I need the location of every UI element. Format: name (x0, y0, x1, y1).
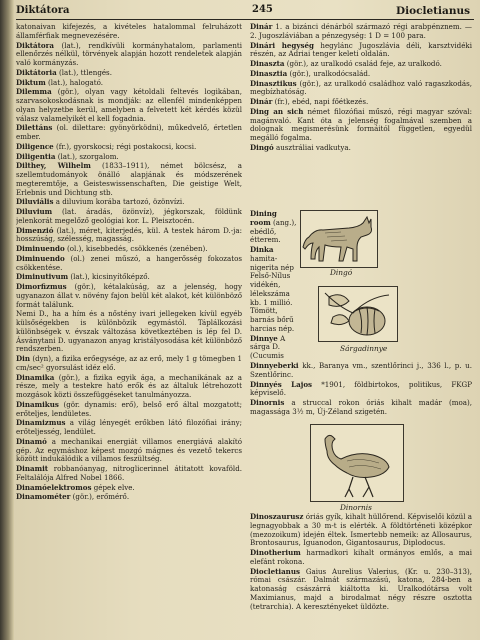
entry-headword: Dinoszaurusz (250, 513, 304, 521)
melon-caption: Sárgadinnye (340, 344, 388, 353)
entry-headword: Dinasztia (250, 68, 288, 78)
entry-definition: német filozófiai műszó, régi magyar szóval: magánvaló. Kant óta a jelenség fogalmával szemben a dolognak megismerésünk formáitól független, egyedül megálló fogalma. (250, 106, 472, 142)
entry-headword: Dingó (250, 142, 274, 152)
entry-headword: Dinornis (250, 398, 285, 407)
entry-headword: Dinaszta (250, 59, 285, 68)
dictionary-entry (16, 208, 242, 226)
book-gutter (0, 0, 14, 640)
header-rule (16, 19, 474, 20)
entry-headword: Dimorfizmus (16, 282, 67, 291)
dictionary-entry (16, 88, 242, 123)
page-header (16, 3, 474, 19)
entry-definition: (gör.), az uralkodó családhoz való ragaszkodás, megbízhatóság. (250, 78, 472, 97)
entry-headword: Dinnye (250, 333, 278, 343)
entry-headword: Diligence (16, 141, 54, 151)
dictionary-entry (250, 23, 472, 41)
entry-definition: a struccal rokon óriás kihalt madár (moa), magassága 3½ m, Új-Zéland szigetén. (250, 398, 472, 416)
dingo-caption: Dingó (330, 268, 353, 277)
dictionary-entry (16, 310, 242, 354)
entry-definition: *1901, földbirtokos, politikus, FKGP képviselő. (250, 379, 472, 398)
entry-definition: a diluvium korába tartozó, özönvízi. (55, 197, 185, 207)
text-beside-figures (250, 210, 298, 360)
dictionary-entry (16, 198, 242, 207)
entry-headword: Diktum (16, 77, 46, 87)
entry-definition: Gaius Aurelius Valerius, (Kr. u. 230–313), római császár. Dalmát származású, katona, 284-ben a katonaság császárrá kiáltotta ki. Uralkodótársa volt Maximianus, majd a birodalmat négy részre osztotta (tetrarchia). A keresztényeket üldözte. (250, 566, 472, 611)
entry-headword: Diluviális (16, 197, 54, 207)
entry-headword: Dinamit (16, 464, 49, 473)
entry-definition: a mechanikai energiát villamos energiává alakító gép. Az egymáshoz képest mozgó mágnes és vezető tekercs között indukálódik a villamos feszültség. (16, 436, 242, 464)
entry-headword: Diktátora (16, 40, 54, 50)
entry-definition: (ol.), kisebbedés, csökkenés (zenében). (67, 244, 208, 253)
entry-definition: (lat.), szorgalom. (57, 151, 119, 161)
left-column (16, 23, 242, 636)
entry-headword: Dinotherium (250, 548, 301, 557)
entry-definition: (lat. áradás, özönvíz), jégkorszak, földünk jelenkorát megelőző geológiai kor. L. Pleisztocén. (16, 207, 242, 225)
right-column-bottom (250, 513, 472, 636)
entry-definition: (lat.), kicsinyítőképző. (70, 272, 150, 282)
dictionary-entry (16, 419, 242, 437)
page-number: 245 (252, 4, 273, 15)
entry-headword: Dinári hegység (250, 40, 314, 50)
dictionary-entry (250, 98, 472, 107)
entry-definition: kk., Baranya vm., szentlőrinci j., 336 l., p. u. Szentlőrinc. (250, 362, 472, 379)
dingo-figure (300, 210, 378, 268)
entry-headword: Dimenzió (16, 225, 54, 235)
header-right-word: Diocletianus (396, 5, 470, 17)
entry-headword: Diminuendo (16, 244, 65, 253)
dictionary-entry (16, 374, 242, 400)
entry-headword: Dinamizmus (16, 418, 66, 428)
dictionary-entry (250, 381, 472, 399)
entry-headword: Dilettáns (16, 123, 53, 133)
entry-definition: (gör.), kétalakúság, az a jelenség, hogy ugyanazon állat v. növény fajon belül két alakot, két különböző formát találunk. (16, 282, 242, 309)
entry-definition: ausztráliai vadkutya. (275, 142, 351, 152)
entry-definition: hamita-nigerita nép Felső-Nílus vidékén, lélekszáma kb. 1 millió. Tömött, barnás bőrű harcias nép. (250, 253, 295, 333)
dictionary-entry (250, 144, 472, 153)
entry-headword: Dinamométer (16, 492, 71, 502)
entry-definition: (gör.), uralkodócsalád. (289, 68, 371, 78)
dictionary-entry (16, 79, 242, 88)
dictionary-entry (250, 568, 472, 612)
entry-definition: (lat.), méret, kiterjedés, kül. A testek három D.-ja: hosszúság, szélesség, magasság. (16, 225, 242, 244)
entry-definition: robbanóanyag, nitroglicerinnel átitatott kovaföld. Feltalálója Alfred Nobel 1866. (16, 464, 242, 482)
dictionary-entry (16, 273, 242, 282)
entry-headword: Dilemma (16, 87, 52, 97)
dictionary-entry (250, 246, 298, 334)
dictionary-entry (250, 108, 472, 143)
entry-definition: (gör.), olyan vagy kétoldali feltevés logikában, szarvasokoskodásnak is mondják: az ellenfél mindenképpen olyan helyzetbe kerül, amelyben a felvetett két kérdés közül válasz valamelyikét el kell fogadnia. (16, 87, 242, 123)
entry-headword: Dinár (250, 23, 273, 31)
entry-definition: (lat.), halogató. (47, 77, 103, 87)
entry-headword: Dinasztikus (250, 78, 297, 88)
melon-figure (318, 286, 398, 342)
dictionary-entry (16, 255, 242, 273)
entry-headword: Diktátoria (16, 67, 57, 77)
dictionary-entry (250, 335, 298, 361)
entry-definition: 1. a bizánci dénárból származó régi arabpénznem. — 2. Jugoszláviában a pénzegység: 1 D = 100 para. (250, 23, 472, 40)
entry-definition: (gör.), a fizika egyik ága, a mechanikának az a része, mely a testekre ható erők és az általuk létrehozott mozgások közti összefüggéseket tanulmányozza. (16, 372, 242, 399)
entry-definition: (ol.) zenei műszó, a hangerősség fokozatos csökkentése. (16, 253, 242, 272)
entry-headword: Ding an sich (250, 106, 304, 116)
entry-definition: (gör. dynamis: erő), belső erő által mozgatott; erőteljes, lendületes. (16, 399, 242, 418)
dictionary-entry (16, 42, 242, 68)
dictionary-entry (16, 245, 242, 254)
dictionary-entry (16, 143, 242, 152)
entry-definition: óriás gyík, kihalt hüllőrend. Képviselői közül a legnagyobbak a 30 m-t is elérték. A földtörténeti középkor (mezozoikum) idején éltek. Ismertebb nemeik: az Allosaurus, Brontosaurus, Iguanodon, Gigantosaurus, Diplodocus. (250, 513, 472, 548)
entry-definition: hegylánc Jugoszlávia déli, karsztvidéki részén, az Adriai tenger keleti oldalán. (250, 40, 472, 59)
dinornis-caption: Dinornis (340, 503, 372, 512)
entry-definition: (fr.), gyorskocsi; régi postakocsi, kocsi. (55, 141, 197, 151)
entry-definition: harmadkori kihalt ormányos emlős, a mai elefánt rokona. (250, 548, 472, 566)
entry-headword: Dinamikus (16, 399, 59, 409)
dictionary-entry (16, 23, 242, 41)
entry-headword: Din (16, 354, 31, 363)
header-left-word: Diktátora (16, 5, 70, 16)
dictionary-entry (16, 124, 242, 142)
entry-definition: gépek elve. (93, 482, 135, 492)
dictionary-entry (250, 80, 472, 98)
entry-headword: Dining room (250, 210, 277, 227)
entry-headword: Dinka (250, 245, 274, 254)
dictionary-entry (16, 401, 242, 419)
dictionary-entry (16, 69, 242, 78)
dictionary-entry (16, 465, 242, 483)
entry-headword: Diligentia (16, 151, 56, 161)
dinornis-figure (310, 424, 404, 502)
dinornis-illustration (311, 425, 403, 501)
entry-definition: (lat.), ttlengés. (58, 67, 112, 77)
dictionary-entry (16, 227, 242, 245)
entry-headword: Dinnyés Lajos (250, 379, 313, 389)
dingo-illustration (301, 211, 377, 267)
entry-definition: (fr.), ebéd, napi főétkezés. (274, 97, 369, 106)
entry-definition: (dyn), a fizika erőegysége, az az erő, mely 1 g tömegben 1 cm/sec² gyorsulást idéz elő. (16, 354, 242, 372)
dictionary-entry (16, 283, 242, 309)
right-column-top (250, 23, 472, 207)
entry-headword: Dinamó (16, 436, 47, 446)
dictionary-entry (250, 549, 472, 567)
entry-definition: (lat.), rendkívüli kormányhatalom, parlamenti ellenőrzés nélkül, törvények alapján hozott rendeletek alapján való kormányzás. (16, 40, 242, 67)
dictionary-entry (16, 153, 242, 162)
entry-headword: Diluvium (16, 207, 53, 216)
right-column-middle (250, 362, 472, 420)
melon-illustration (319, 287, 397, 341)
dictionary-entry (250, 60, 472, 69)
dictionary-entry (250, 42, 472, 60)
dictionary-entry (250, 210, 298, 245)
entry-headword: Dinár (250, 97, 273, 106)
entry-definition: Nemi D., ha a hím és a nőstény ivari jellegeken kívül egyéb külsőségekben is különbözik egymástól. Táplálkozási különbségek v. évszak változása következtében is lép fel D. Ásványtani D. ugyanazon anyag kristályosodása két különböző rendszerben. (16, 309, 242, 354)
entry-headword: Diminutivum (16, 272, 69, 282)
dictionary-entry (16, 438, 242, 464)
entry-headword: Diminuendo (16, 253, 65, 263)
entry-definition: (gör.), az uralkodó család feje, az uralkodó. (286, 59, 442, 68)
dictionary-entry (250, 513, 472, 548)
dictionary-entry (16, 162, 242, 197)
entry-headword: Dinnyeberki (250, 362, 299, 370)
entry-headword: Dinamika (16, 372, 55, 382)
entry-definition: (1833–1911), német bölcsész, a szellemtudományok önálló alapjának és módszerének megteremtője, a Geisteswissenschaften, Die geistige Welt, Erlebnis und Dichtung stb. (16, 161, 242, 197)
entry-definition: katonaivan kifejezés, a kivételes hatalommal felruházott államférfiak megnevezésére. (16, 23, 242, 40)
entry-headword: Dilthey, Wilhelm (16, 161, 91, 171)
entry-headword: Diocletianus (250, 566, 300, 576)
entry-definition: (gör.), erőmérő. (72, 492, 130, 502)
dictionary-entry (16, 484, 242, 493)
entry-definition: A sárga D. (Cucumis (250, 333, 286, 360)
dictionary-entry (16, 493, 242, 502)
entry-definition: a világ lényegét erőkben látó filozófiai irány; erőteljesség, lendület. (16, 418, 242, 436)
dictionary-entry (250, 362, 472, 380)
dictionary-entry (16, 355, 242, 373)
entry-definition: (ang.), ebédlő, étterem. (250, 217, 297, 245)
entry-definition: (ol. dilettare: gyönyörködni), műkedvelő, értetlen ember. (16, 123, 242, 141)
dictionary-entry (250, 70, 472, 79)
entry-headword: Dinamóelektromos (16, 482, 92, 492)
dictionary-entry (250, 399, 472, 417)
